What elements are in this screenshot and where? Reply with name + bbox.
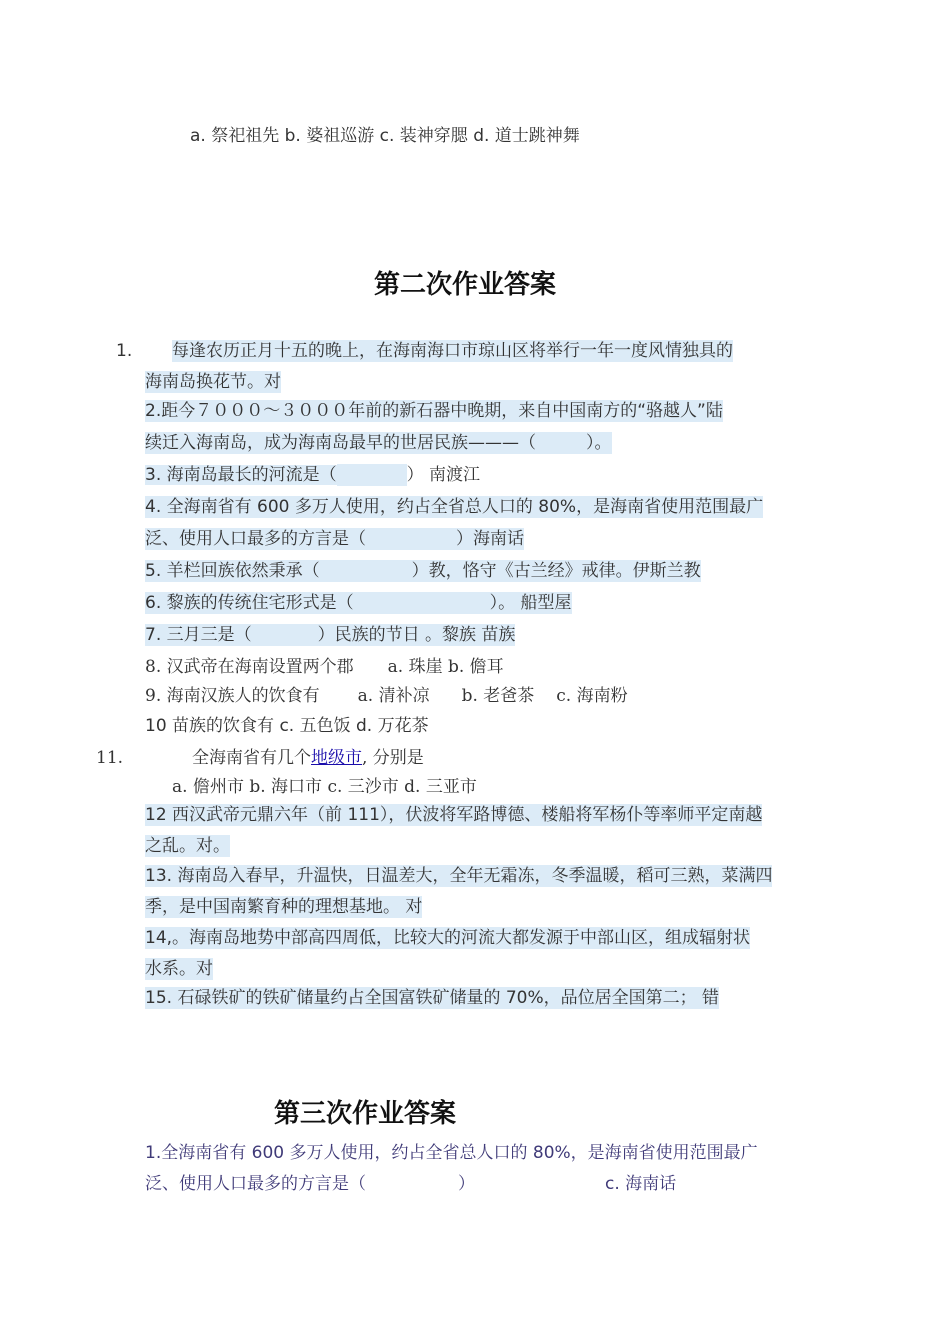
q9-option-c: c. 海南粉 [556,686,628,706]
q5-blank [320,560,412,582]
q3 [145,464,480,486]
q1-line2: 海南岛换花节。对 [145,372,281,392]
section2-title: 第二次作业答案 [374,270,557,300]
q11-options: a. 儋州市 b. 海口市 c. 三沙市 d. 三亚市 [172,777,477,797]
q2-line2 [145,432,612,454]
q11-number: 11. [96,748,124,768]
q7 [145,624,515,646]
q14-line1: 14,。海南岛地势中部高四周低，比较大的河流大都发源于中部山区，组成辐射状 [145,928,751,948]
q9-option-b: b. 老爸茶 [461,686,535,706]
q5 [145,560,701,582]
q8-text: 8. 汉武帝在海南设置两个郡 [145,657,354,677]
q11-text-end: , 分别是 [362,748,424,768]
s3-q1-text: 泛、使用人口最多的方言是（ [145,1174,366,1194]
q2-blank [536,432,586,454]
q1-line1: 每逢农历正月十五的晚上，在海南海口市琼山区将举行一年一度风情独具的 [172,341,733,361]
q6-blank [354,592,490,614]
q4-line2 [145,528,524,550]
q4-line1: 4. 全海南省有 600 多万人使用，约占全省总人口的 80%，是海南省使用范围最广 [145,497,764,517]
q13-line1: 13. 海南岛入春早，升温快，日温差大，全年无霜冻，冬季温暖，稻可三熟，菜满四 [145,866,773,886]
q15: 15. 石碌铁矿的铁矿储量约占全国富铁矿储量的 70%，品位居全国第二； 错 [145,988,720,1008]
q14-line2: 水系。对 [145,959,213,979]
s3-q1-blank [366,1173,458,1195]
q5-text: 5. 羊栏回族依然秉承（ [145,561,320,581]
q11-text: 全海南省有几个 [192,748,311,768]
q7-blank [252,624,318,646]
s3-q1-line2 [145,1173,676,1195]
q4-answer: ）海南话 [456,529,524,549]
section3-title: 第三次作业答案 [274,1099,457,1129]
s3-q1-line1: 1.全海南省有 600 多万人使用，约占全省总人口的 80%，是海南省使用范围最广 [145,1143,758,1163]
q4-blank [366,528,456,550]
s3-q1-paren: ） [458,1174,475,1194]
q10: 10 苗族的饮食有 c. 五色饭 d. 万花茶 [145,716,429,736]
q8 [145,656,504,678]
s3-q1-answer: c. 海南话 [605,1174,677,1194]
q11-line1 [192,747,424,769]
q7-answer: ）民族的节日 。黎族 苗族 [317,625,516,645]
q13-line2: 季，是中国南繁育种的理想基地。 对 [145,897,423,917]
q1-number: 1. [116,341,133,361]
q7-text: 7. 三月三是（ [145,625,252,645]
q2-line2-text: 续迁入海南岛，成为海南岛最早的世居民族———（ [145,433,536,453]
q3-answer: ） 南渡江 [406,465,481,485]
q6 [145,592,572,614]
q2-line2-end: ）。 [586,433,612,453]
q9 [145,685,628,707]
q12-line1: 12 西汉武帝元鼎六年（前 111），伏波将军路博德、楼船将军杨仆等率师平定南越 [145,805,763,825]
q8-options: a. 珠崖 b. 儋耳 [387,657,504,677]
q6-answer: ）。 船型屋 [489,593,572,613]
q5-answer: ）教，恪守《古兰经》戒律。伊斯兰教 [411,561,701,581]
q9-text: 9. 海南汉族人的饮食有 [145,686,320,706]
q12-line2: 之乱。对。 [145,836,230,856]
top-options: a. 祭祀祖先 b. 婆祖巡游 c. 装神穿腮 d. 道士跳神舞 [190,126,580,146]
prefecture-city-link[interactable]: 地级市 [311,748,362,768]
q6-text: 6. 黎族的传统住宅形式是（ [145,593,354,613]
q4-line2-text: 泛、使用人口最多的方言是（ [145,529,366,549]
q3-text: 3. 海南岛最长的河流是（ [145,465,337,485]
q3-blank [337,464,407,486]
q2-line1: 2.距今７０００～３０００年前的新石器中晚期，来自中国南方的“骆越人”陆 [145,401,723,421]
q9-option-a: a. 清补凉 [357,686,430,706]
